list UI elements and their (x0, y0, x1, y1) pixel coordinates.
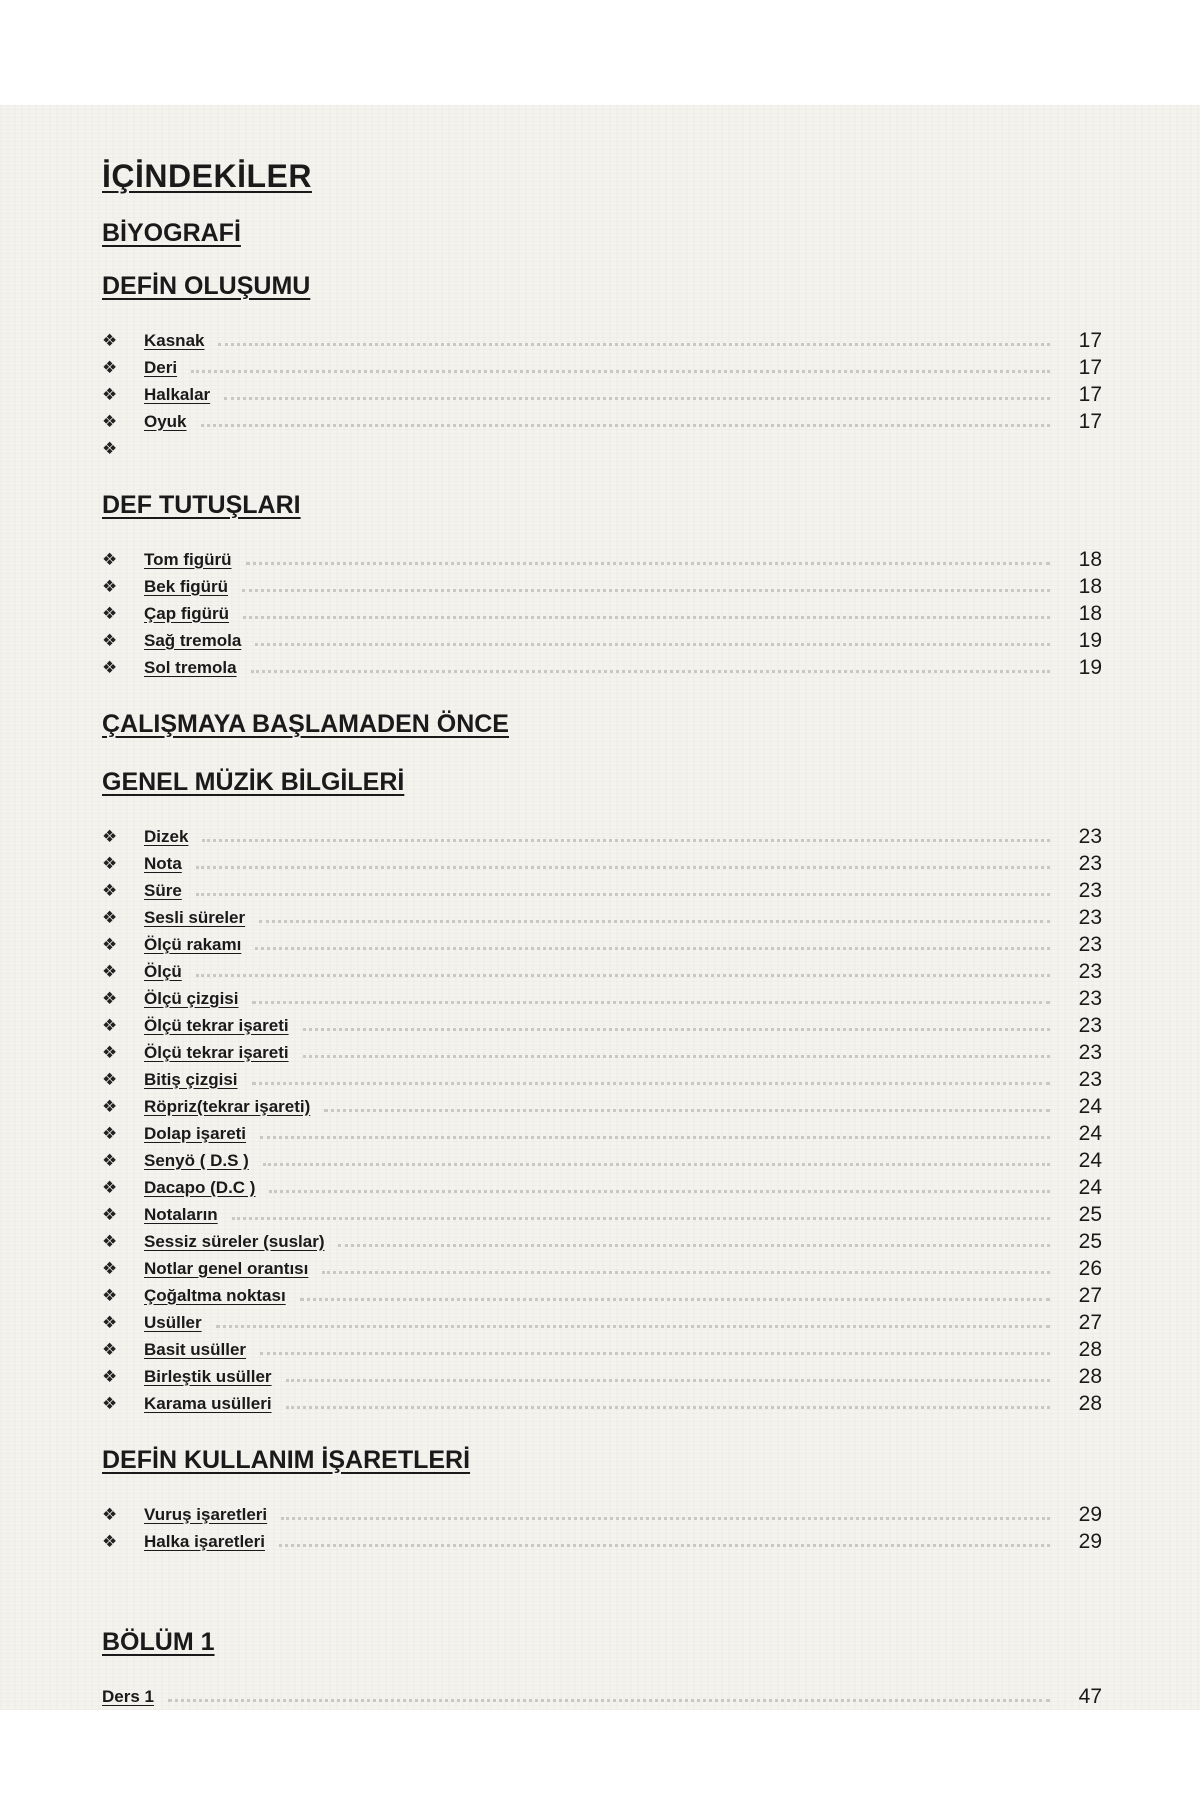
toc-entry-label[interactable]: Oyuk (144, 411, 187, 431)
toc-entry[interactable] (102, 1120, 1102, 1147)
toc-entry[interactable] (102, 1174, 1102, 1201)
toc-entry[interactable] (102, 1683, 1102, 1710)
dot-leader (263, 1163, 1050, 1166)
toc-entry-label[interactable]: Vuruş işaretleri (144, 1504, 268, 1524)
dot-leader (324, 1109, 1050, 1112)
diamond-bullet-icon: ❖ (102, 988, 118, 1008)
toc-entry-label[interactable]: Bitiş çizgisi (144, 1069, 238, 1089)
toc-entry-label[interactable]: Karama usülleri (144, 1393, 272, 1413)
dot-leader (338, 1244, 1050, 1247)
toc-entry[interactable] (102, 958, 1102, 985)
toc-entry[interactable] (102, 1501, 1102, 1528)
toc-entry-label[interactable]: Deri (144, 357, 178, 377)
diamond-bullet-icon: ❖ (102, 1504, 118, 1524)
toc-entry-label[interactable]: Ölçü tekrar işareti (144, 1015, 289, 1035)
toc-entry[interactable] (102, 1282, 1102, 1309)
dot-leader (224, 397, 1050, 400)
toc-entry-label[interactable]: Dizek (144, 826, 189, 846)
toc-entry-label[interactable]: Basit usüller (144, 1339, 247, 1359)
toc-entry[interactable] (102, 573, 1102, 600)
section-entry-list (102, 823, 1102, 1417)
dot-leader (216, 1325, 1050, 1328)
toc-entry[interactable] (102, 435, 1102, 462)
dot-leader (279, 1544, 1050, 1547)
page-title: İÇİNDEKİLER (102, 158, 312, 194)
dot-leader (322, 1271, 1050, 1274)
diamond-bullet-icon: ❖ (102, 1258, 118, 1278)
toc-entry[interactable] (102, 1093, 1102, 1120)
diamond-bullet-icon: ❖ (102, 411, 118, 431)
toc-entry[interactable] (102, 627, 1102, 654)
toc-entry[interactable] (102, 1012, 1102, 1039)
toc-entry-label[interactable]: Sesli süreler (144, 907, 246, 927)
toc-page-number: 17 (1078, 409, 1102, 433)
toc-entry-label[interactable]: Halka işaretleri (144, 1531, 265, 1551)
diamond-bullet-icon: ❖ (102, 657, 118, 677)
toc-page-number: 23 (1078, 905, 1102, 929)
toc-page-number: 18 (1078, 547, 1102, 571)
toc-entry[interactable] (102, 1255, 1102, 1282)
toc-page-number: 23 (1078, 1040, 1102, 1064)
toc-entry-label[interactable]: Kasnak (144, 330, 205, 350)
diamond-bullet-icon: ❖ (102, 1393, 118, 1413)
dot-leader (252, 1082, 1050, 1085)
toc-entry-label[interactable]: Dacapo (D.C ) (144, 1177, 256, 1197)
toc-entry[interactable] (102, 850, 1102, 877)
toc-entry-label[interactable]: Bek figürü (144, 576, 229, 596)
section-heading[interactable]: GENEL MÜZİK BİLGİLERİ (102, 768, 405, 796)
dot-leader (286, 1379, 1050, 1382)
toc-entry-label[interactable]: Ölçü tekrar işareti (144, 1042, 289, 1062)
dot-leader (260, 1136, 1050, 1139)
toc-entry[interactable] (102, 823, 1102, 850)
toc-entry-label[interactable]: Röpriz(tekrar işareti) (144, 1096, 311, 1116)
toc-entry-label[interactable]: Çap figürü (144, 603, 229, 623)
toc-entry[interactable] (102, 600, 1102, 627)
toc-page-number: 17 (1078, 355, 1102, 379)
toc-entry[interactable] (102, 1309, 1102, 1336)
toc-page-number: 23 (1078, 851, 1102, 875)
dot-leader (242, 589, 1050, 592)
toc-entry-label[interactable]: Sessiz süreler (suslar) (144, 1231, 325, 1251)
dot-leader (255, 947, 1050, 950)
toc-entry-label[interactable]: Notaların (144, 1204, 218, 1224)
toc-page-number: 47 (1078, 1684, 1102, 1708)
section-heading[interactable]: DEFİN KULLANIM İŞARETLERİ (102, 1446, 471, 1474)
toc-page-number: 23 (1078, 1067, 1102, 1091)
toc-entry-label[interactable]: Notlar genel orantısı (144, 1258, 309, 1278)
toc-entry-label[interactable]: Çoğaltma noktası (144, 1285, 286, 1305)
toc-entry-label[interactable]: Birleştik usüller (144, 1366, 272, 1386)
toc-entry[interactable] (102, 1528, 1102, 1555)
toc-page-number: 24 (1078, 1094, 1102, 1118)
dot-leader (269, 1190, 1050, 1193)
toc-entry[interactable] (102, 877, 1102, 904)
diamond-bullet-icon: ❖ (102, 357, 118, 377)
toc-page-number: 23 (1078, 932, 1102, 956)
section-entry-list (102, 327, 1102, 462)
toc-page-number: 17 (1078, 382, 1102, 406)
toc-entry[interactable] (102, 1363, 1102, 1390)
toc-entry[interactable] (102, 931, 1102, 958)
dot-leader (246, 562, 1051, 565)
dot-leader (243, 616, 1050, 619)
toc-page-number: 18 (1078, 574, 1102, 598)
dot-leader (218, 343, 1050, 346)
dot-leader (303, 1028, 1050, 1031)
diamond-bullet-icon: ❖ (102, 1042, 118, 1062)
toc-entry-label[interactable]: Sağ tremola (144, 630, 242, 650)
dot-leader (260, 1352, 1050, 1355)
diamond-bullet-icon: ❖ (102, 934, 118, 954)
dot-leader (252, 1001, 1050, 1004)
diamond-bullet-icon: ❖ (102, 907, 118, 927)
toc-page-number: 28 (1078, 1364, 1102, 1388)
toc-entry[interactable] (102, 654, 1102, 681)
toc-page-number: 19 (1078, 655, 1102, 679)
toc-entry-label[interactable]: Nota (144, 853, 182, 873)
diamond-bullet-icon: ❖ (102, 1150, 118, 1170)
section-heading[interactable]: DEF TUTUŞLARI (102, 491, 301, 519)
section-heading[interactable]: BİYOGRAFİ (102, 219, 241, 247)
toc-page-number: 23 (1078, 824, 1102, 848)
toc-page-number: 27 (1078, 1283, 1102, 1307)
diamond-bullet-icon: ❖ (102, 330, 118, 350)
dot-leader (196, 974, 1050, 977)
dot-leader (191, 370, 1050, 373)
toc-entry-label[interactable]: Dolap işareti (144, 1123, 247, 1143)
diamond-bullet-icon: ❖ (102, 438, 118, 458)
toc-entry[interactable] (102, 1039, 1102, 1066)
diamond-bullet-icon: ❖ (102, 826, 118, 846)
toc-entry[interactable] (102, 546, 1102, 573)
diamond-bullet-icon: ❖ (102, 1339, 118, 1359)
toc-entry[interactable] (102, 1147, 1102, 1174)
diamond-bullet-icon: ❖ (102, 1177, 118, 1197)
toc-page-number: 29 (1078, 1529, 1102, 1553)
diamond-bullet-icon: ❖ (102, 1531, 118, 1551)
toc-page-number: 28 (1078, 1391, 1102, 1415)
diamond-bullet-icon: ❖ (102, 576, 118, 596)
dot-leader (255, 643, 1050, 646)
toc-entry-label[interactable]: Senyö ( D.S ) (144, 1150, 249, 1170)
dot-leader (281, 1517, 1050, 1520)
toc-page-number: 24 (1078, 1148, 1102, 1172)
toc-entry[interactable] (102, 1201, 1102, 1228)
diamond-bullet-icon: ❖ (102, 1069, 118, 1089)
section-entry-list (102, 1501, 1102, 1555)
toc-page-number: 23 (1078, 959, 1102, 983)
toc-entry-label[interactable]: Ölçü çizgisi (144, 988, 239, 1008)
diamond-bullet-icon: ❖ (102, 1015, 118, 1035)
toc-page-number: 29 (1078, 1502, 1102, 1526)
section-heading[interactable]: ÇALIŞMAYA BAŞLAMADEN ÖNCE (102, 710, 509, 738)
toc-entry-label[interactable]: Ders 1 (102, 1686, 154, 1706)
section-entry-list (102, 546, 1102, 681)
toc-page-number: 25 (1078, 1202, 1102, 1226)
toc-entry[interactable] (102, 354, 1102, 381)
dot-leader (196, 866, 1050, 869)
toc-entry[interactable] (102, 381, 1102, 408)
toc-page-number: 26 (1078, 1256, 1102, 1280)
diamond-bullet-icon: ❖ (102, 630, 118, 650)
diamond-bullet-icon: ❖ (102, 1231, 118, 1251)
toc-entry-label[interactable]: Tom figürü (144, 549, 232, 569)
toc-page-number: 27 (1078, 1310, 1102, 1334)
diamond-bullet-icon: ❖ (102, 1366, 118, 1386)
toc-page-number: 28 (1078, 1337, 1102, 1361)
diamond-bullet-icon: ❖ (102, 853, 118, 873)
toc-page-number: 23 (1078, 878, 1102, 902)
dot-leader (303, 1055, 1050, 1058)
dot-leader (232, 1217, 1050, 1220)
diamond-bullet-icon: ❖ (102, 549, 118, 569)
toc-page-number: 24 (1078, 1175, 1102, 1199)
toc-entry[interactable] (102, 327, 1102, 354)
diamond-bullet-icon: ❖ (102, 1285, 118, 1305)
toc-page-number: 19 (1078, 628, 1102, 652)
toc-entry-label[interactable]: Halkalar (144, 384, 211, 404)
toc-entry-label[interactable]: Usüller (144, 1312, 202, 1332)
chapter-heading[interactable]: BÖLÜM 1 (102, 1628, 215, 1656)
document-page (0, 105, 1200, 1710)
toc-page-number: 25 (1078, 1229, 1102, 1253)
dot-leader (251, 670, 1050, 673)
chapter-entry-list (102, 1683, 1102, 1710)
toc-entry[interactable] (102, 1066, 1102, 1093)
diamond-bullet-icon: ❖ (102, 1123, 118, 1143)
dot-leader (300, 1298, 1050, 1301)
toc-entry-label[interactable]: Ölçü (144, 961, 182, 981)
toc-entry[interactable] (102, 1336, 1102, 1363)
toc-entry[interactable] (102, 408, 1102, 435)
diamond-bullet-icon: ❖ (102, 603, 118, 623)
toc-entry-label[interactable]: Sol tremola (144, 657, 237, 677)
dot-leader (286, 1406, 1050, 1409)
diamond-bullet-icon: ❖ (102, 880, 118, 900)
toc-entry-label[interactable]: Ölçü rakamı (144, 934, 242, 954)
diamond-bullet-icon: ❖ (102, 1096, 118, 1116)
section-heading[interactable]: DEFİN OLUŞUMU (102, 272, 311, 300)
dot-leader (259, 920, 1050, 923)
table-of-contents (102, 153, 1102, 1724)
toc-page-number: 23 (1078, 1013, 1102, 1037)
diamond-bullet-icon: ❖ (102, 1204, 118, 1224)
dot-leader (196, 893, 1050, 896)
toc-page-number: 17 (1078, 328, 1102, 352)
diamond-bullet-icon: ❖ (102, 961, 118, 981)
toc-entry[interactable] (102, 985, 1102, 1012)
dot-leader (168, 1699, 1050, 1702)
toc-entry[interactable] (102, 904, 1102, 931)
dot-leader (201, 424, 1050, 427)
toc-entry[interactable] (102, 1390, 1102, 1417)
dot-leader (202, 839, 1050, 842)
diamond-bullet-icon: ❖ (102, 1312, 118, 1332)
toc-page-number: 24 (1078, 1121, 1102, 1145)
toc-entry[interactable] (102, 1228, 1102, 1255)
diamond-bullet-icon: ❖ (102, 384, 118, 404)
toc-page-number: 23 (1078, 986, 1102, 1010)
toc-entry-label[interactable]: Süre (144, 880, 182, 900)
toc-page-number: 18 (1078, 601, 1102, 625)
spacer (102, 1569, 1102, 1613)
